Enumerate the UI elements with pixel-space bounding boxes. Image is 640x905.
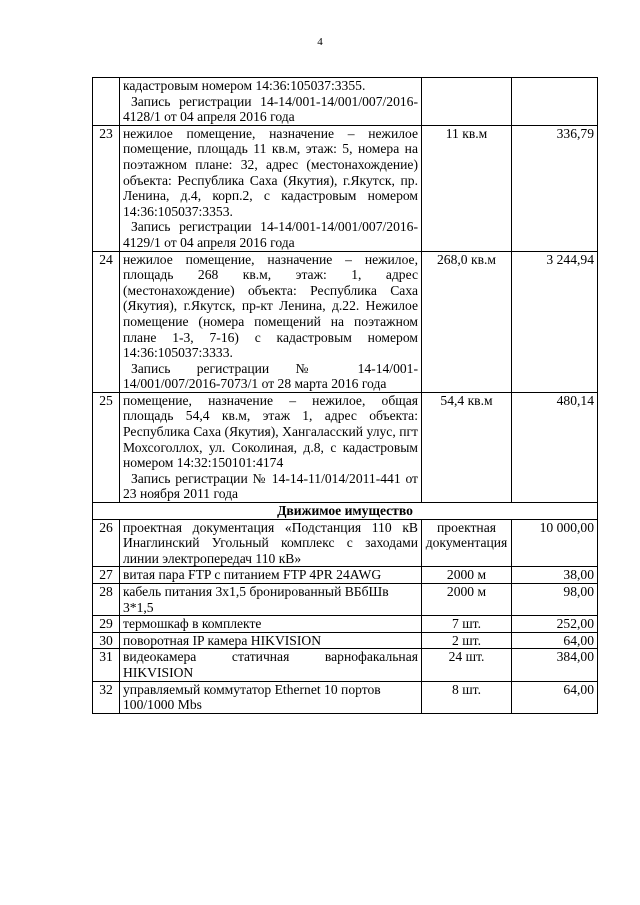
row-description: кабель питания 3х1,5 бронированный ВБбШв 3*1,5 <box>120 584 422 616</box>
table-row <box>93 392 598 502</box>
row-quantity: 2000 м <box>422 567 512 584</box>
registration-text: Запись регистрации № 14-14/001-14/001/007/2016-7073/1 от 28 марта 2016 года <box>123 360 418 392</box>
row-value <box>512 78 598 126</box>
section-row <box>93 503 598 520</box>
table-row <box>93 616 598 633</box>
row-description <box>120 519 422 567</box>
row-quantity: 7 шт. <box>422 616 512 633</box>
row-number: 23 <box>93 125 120 251</box>
row-quantity: проектная документация <box>422 519 512 567</box>
table-row <box>93 632 598 649</box>
row-description <box>120 125 422 251</box>
row-description: витая пара FTP с питанием FTP 4PR 24AWG <box>120 567 422 584</box>
row-number: 29 <box>93 616 120 633</box>
row-value: 38,00 <box>512 567 598 584</box>
registration-text: Запись регистрации 14-14/001-14/001/007/2016-4129/1 от 04 апреля 2016 года <box>123 219 418 250</box>
table-row <box>93 125 598 251</box>
row-value: 252,00 <box>512 616 598 633</box>
row-number: 25 <box>93 392 120 502</box>
row-description <box>120 392 422 502</box>
row-value: 10 000,00 <box>512 519 598 567</box>
row-number: 27 <box>93 567 120 584</box>
row-description <box>120 78 422 126</box>
row-quantity: 268,0 кв.м <box>422 251 512 392</box>
row-quantity: 24 шт. <box>422 649 512 681</box>
registration-text: Запись регистрации № 14-14-11/014/2011-441 от 23 ноября 2011 года <box>123 470 418 502</box>
row-number <box>93 78 120 126</box>
table-row <box>93 78 598 126</box>
registration-text: Запись регистрации 14-14/001-14/001/007/2016-4128/1 от 04 апреля 2016 года <box>123 93 418 125</box>
row-value: 3 244,94 <box>512 251 598 392</box>
table-row <box>93 567 598 584</box>
page-number: 4 <box>317 36 323 48</box>
row-value: 336,79 <box>512 125 598 251</box>
table-row <box>93 251 598 392</box>
row-quantity: 11 кв.м <box>422 125 512 251</box>
description-text: проектная документация «Подстанция 110 кВ Инаглинский Угольный комплекс с заходами линии электропередач 110 кВ» <box>123 519 418 566</box>
row-value: 64,00 <box>512 632 598 649</box>
row-quantity: 2 шт. <box>422 632 512 649</box>
row-description: термошкаф в комплекте <box>120 616 422 633</box>
row-value: 480,14 <box>512 392 598 502</box>
row-description: поворотная IP камера HIKVISION <box>120 632 422 649</box>
table-row <box>93 519 598 567</box>
table-row <box>93 681 598 713</box>
row-quantity: 54,4 кв.м <box>422 392 512 502</box>
description-text: кадастровым номером 14:36:105037:3355. <box>123 78 366 93</box>
row-quantity: 2000 м <box>422 584 512 616</box>
row-number: 28 <box>93 584 120 616</box>
description-text: нежилое помещение, назначение – нежилое, площадь 268 кв.м, этаж: 1, адрес (местонахождение) объекта: Республика Саха (Якутия), г.Якутск, пр-кт Ленина, д.22. Нежилое помещение (номера помещений на поэтажном плане 1-3, 7-16) с кадастровым номером 14:36:105037:3333. <box>123 251 418 361</box>
row-value: 64,00 <box>512 681 598 713</box>
description-text: помещение, назначение – нежилое, общая площадь 54,4 кв.м, этаж 1, адрес объекта: Республика Саха (Якутия), Хангаласский улус, пгт Мохсоголлох, ул. Соколиная, д.8, с кадастровым номером 14:32:150101:4174 <box>123 392 418 471</box>
row-number: 30 <box>93 632 120 649</box>
description-text: видеокамера статичная варнофакальная HIKVISION <box>123 649 418 680</box>
row-description: управляемый коммутатор Ethernet 10 портов 100/1000 Mbs <box>120 681 422 713</box>
row-value: 98,00 <box>512 584 598 616</box>
description-text: нежилое помещение, назначение – нежилое помещение, площадь 11 кв.м, этаж: 5, номера на поэтажном плане: 32, адрес (местонахождение) объекта: Республика Саха (Якутия), г.Якутск, пр. Ленина, д.4, корп.2, с кадастровым номером 14:36:105037:3353. <box>123 125 418 219</box>
row-number: 26 <box>93 519 120 567</box>
property-table <box>92 77 598 714</box>
row-number: 31 <box>93 649 120 681</box>
row-number: 24 <box>93 251 120 392</box>
row-quantity: 8 шт. <box>422 681 512 713</box>
row-number: 32 <box>93 681 120 713</box>
row-description <box>120 649 422 681</box>
row-value: 384,00 <box>512 649 598 681</box>
row-description <box>120 251 422 392</box>
table-row <box>93 584 598 616</box>
row-quantity <box>422 78 512 126</box>
section-heading-movable: Движимое имущество <box>93 503 598 520</box>
table-row <box>93 649 598 681</box>
